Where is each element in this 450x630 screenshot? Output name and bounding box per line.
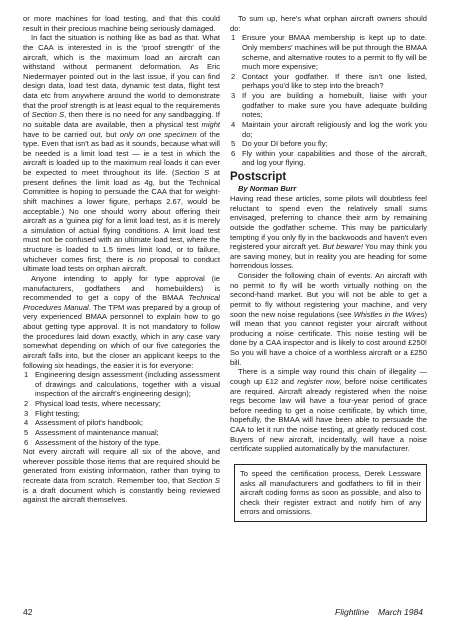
paragraph: or more machines for load testing, and that this could result in their precious machine being seriously damaged. [23, 14, 220, 33]
list-item: 1 Ensure your BMAA membership is kept up to date. Only members' machines will be put through the BMAA scheme, and alternative routes to a permit to fly will be much more expensive; [231, 33, 427, 72]
list-item: 3 If you are building a homebuilt, liaise with your godfather to make sure you have adequate building notes; [231, 91, 427, 120]
byline: By Norman Burr [238, 184, 297, 193]
list-item: 3 Flight testing; [24, 408, 80, 418]
owner-actions-list [230, 33, 427, 168]
list-item: 4 Assessment of pilot's handbook; [24, 418, 143, 428]
list-item: 5 Assessment of maintenance manual; [24, 427, 159, 437]
paragraph: Consider the following chain of events. An aircraft with no permit to fly will be worth virtually nothing on the second-hand market. But you will not be able to get a permit to fly without registering your machine, and very soon the new noise regulations (see Whistles in the Wires) will mean that you cannot register your aircraft without producing a noise certificate. This noise testing will be done by a CAA inspector and is likely to cost around £250! So you will have a choice of a worthless aircraft or a £250 bill. [230, 271, 428, 367]
left-column [23, 14, 220, 505]
list-item: 5 Do your DI before you fly; [231, 139, 328, 149]
notice-text: To speed the certification process, Derek Lessware asks all manufacturers and godfathers to fill in their aircraft coding forms as soon as possible, and also to check their register extract and notify him of any errors and omissions. [240, 468, 421, 517]
headings-list [23, 370, 220, 447]
issue-date: March 1984 [378, 607, 423, 617]
paragraph-proof-strength: In fact the situation is nothing like as bad as that. What the CAA is interested in is the 'proof strength' of the aircraft, which is the maximum load an aircraft can withstand without permanent deformation. As Eric Niedermayer pointed out in the last issue, if you can find design data, load test data, dynamic test data, flight test data etc from anywhere around the world to demonstrate that the proof strength is at least equal to the requirements of Section S, then there is no need for any sandbagging. If no suitable data are available, then a physical test might have to be carried out, but only on one specimen of the type. Even that isn't as bad as it sounds, because what will be needed is a limit load test — ie a test in which the aircraft is loaded up to the maximum real loads it can ever be expected to meet throughout its life. (Section S at present defines the limit load as 4g, but the Technical Committee is hoping to persuade the CAA that for weight-shift machines a lower figure, perhaps 2.67, would be acceptable.) No one should worry about offering their aircraft as a 'guinea pig' for a limit load test, as it is merely a simulation of actual flying conditions. A limit load test must not be confused with an ultimate load test, where the structure is loaded to 1.5 times limit load, or to failure, whichever comes first; there is no proposal to conduct ultimate load tests on orphan aircraft. [23, 33, 220, 274]
right-column [230, 14, 427, 522]
postscript-heading: Postscript [230, 171, 287, 183]
publication-name: Flightline [335, 607, 370, 617]
list-item: 2 Physical load tests, where necessary; [24, 399, 161, 408]
list-item: 1 Engineering design assessment (including assessment of drawings and calculations, together with a visual inspection of the aircraft's engineering design); [24, 370, 220, 399]
paragraph: Not every aircraft will require all six of the above, and wherever possible those items that are required should be generated from existing information, rather than trying to recreate data from scratch. Remember too, that Section S is a draft document which is constantly being reviewed against the aircraft themselves. [23, 447, 220, 505]
paragraph-type-approval: Anyone intending to apply for type approval (ie manufacturers, godfathers and homebuilders) is recommended to get a copy of the BMAA Technical Procedures Manual. The TPM was prepared by a group of very experienced BMAA personnel to explain how to go about getting type approval. It is not mandatory to follow the procedures laid down exactly, which in any case vary somewhat depending on which of our five categories the aircraft falls into, but the closer an applicant keeps to the following six headings, the easier it is for everyone: [23, 273, 220, 370]
publication-info [335, 607, 423, 617]
paragraph: Having read these articles, some pilots will doubtless feel reluctant to spend even the relatively small sums envisaged, preferring to chance their arm by remaining outside the godfather scheme. This may be particularly tempting if you only fly in the backwoods and haven't even registered your aircraft yet. But beware! You may think you are saving money, but in reality you are heading for some horrendous losses. [230, 194, 427, 271]
list-item: 6 Fly within your capabilities and those of the aircraft, and log your flying. [231, 148, 427, 168]
list-item: 6 Assessment of the history of the type. [24, 437, 161, 447]
list-item: 2 Contact your godfather. If there isn't one listed, perhaps you'd like to step into the breach? [231, 71, 427, 91]
paragraph-sum-up: To sum up, here's what orphan aircraft owners should do: [230, 14, 427, 33]
paragraph: There is a simple way round this chain of illegality — cough up £12 and register now, before noise certificates are required. Aircraft already registered when the noise regs become law will have a four-year period of grace before needing to get a noise certificate, by which time, hopefully, the BMAA will have been able to persuade the CAA to let it run the noise testing, at greatly reduced cost. Buyers of new aircraft, incidentally, will have a noise certificate supplied automatically by the manufacturer. [230, 367, 427, 454]
list-item: 4 Maintain your aircraft religiously and log the work you do; [231, 119, 427, 139]
boxed-notice [234, 464, 427, 522]
page-number: 42 [23, 607, 33, 617]
